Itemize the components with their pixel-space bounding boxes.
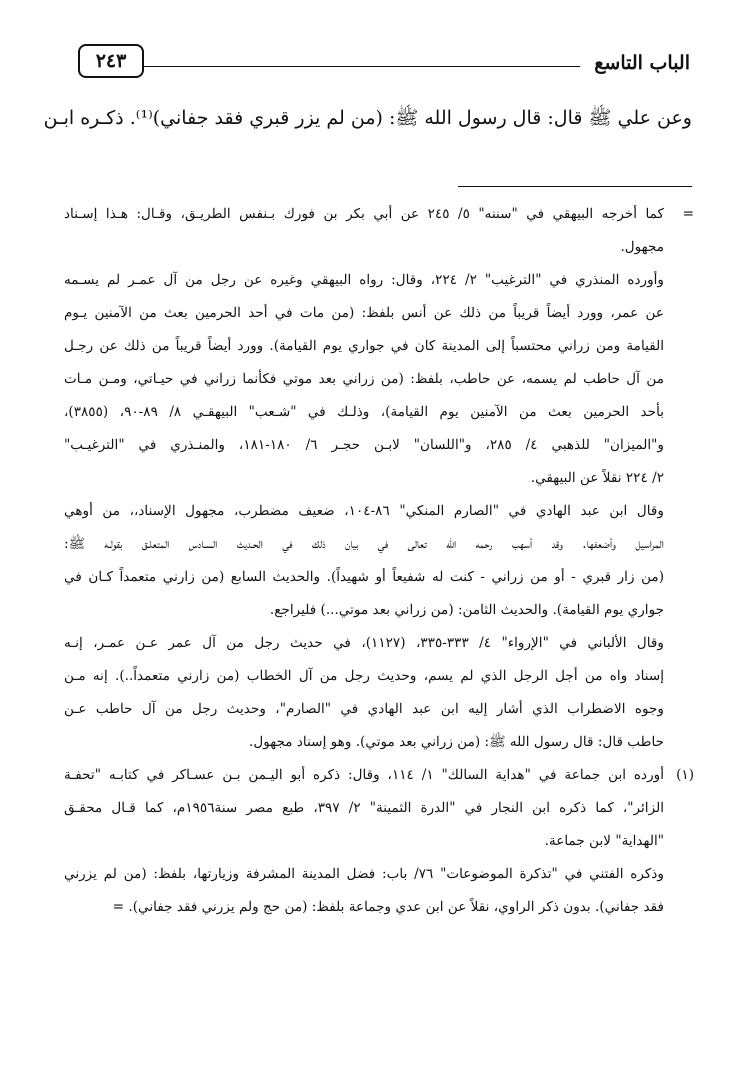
footnote-line: بأحد الحرمين بعث من الآمنين يوم القيامة)، وذلـك في "شـعب" البيهقـي ٨/ ٨٩-٩٠، (٣٨٥٥)، [64,404,665,420]
footnote-line: جواري يوم القيامة). والحديث الثامن: (من زراني بعد موتي...) فليراجع. [269,602,664,618]
footnote-line: أورده ابن جماعة في "هداية السالك" ١/ ١١٤، وقال: ذكره أبو اليـمن بـن عسـاكر في كتابـه "تحفـة [64,767,664,783]
main-text: وعن علي ﷺ قال: قال رسول الله ﷺ: (من لم يزر قبري فقد جفاني)⁽¹⁾. ذكـره ابـن [43,107,692,129]
footnote-line: الزائر"، كما ذكره ابن النجار في "الدرة الثمينة" ٢/ ٣٩٧، طبع مصر سنة١٩٥٦م، كما قـال محقـق [64,800,665,816]
footnote-line: مجهول. [620,239,664,255]
footnote-line: من آل حاطب لم يسمه، عن حاطب، بلفظ: (من زراني بعد موتي فكأنما زراني في حيـاتي، ومـن مـات [64,371,664,387]
page-number: ٢٤٣ [78,44,144,78]
footnote-line: إسناد واه من أجل الرجل الذي لم يسم، وحديث رجل من آل الخطاب (من زارني متعمداً..). إنه مـن [64,668,664,684]
footnote-separator [458,186,692,187]
footnote-line: وذكره الفتني في "تذكرة الموضوعات" ٧٦/ باب: فضل المدينة المشرفة وزيارتها، بلفظ: (من لم يزرني [64,866,664,882]
running-header [78,44,690,78]
footnote-line: وأورده المنذري في "الترغيب" ٢/ ٢٢٤، وقال: رواه البيهقي وغيره عن رجل من آل عمـر لم يسـمه [64,272,664,288]
footnote-line: القيامة ومن زراني محتسباً إلى المدينة كان في جواري يوم القيامة). وورد أيضاً قريباً من ذلك عن رجـل [64,338,664,354]
footnote-number: (١) [676,767,694,783]
footnote-line: وقال الألباني في "الإرواء" ٤/ ٣٣٣-٣٣٥، (١١٢٧)، في حديث رجل من آل عمر عـن عمـر، إنـه [64,635,664,651]
header-rule [144,66,580,67]
chapter-title: الباب التاسع [594,52,690,74]
continuation-marker: = [682,206,694,222]
footnote-line: ٢/ ٢٢٤ نقلاً عن البيهقي. [530,470,664,486]
footnotes [64,198,694,924]
footnote-line: وجوه الاضطراب الذي أشار إليه ابن عبد الهادي في "الصارم"، وحديث رجل من آل حاطب عـن [64,701,664,717]
footnote-line: وقال ابن عبد الهادي في "الصارم المنكي" ٨٦-١٠٤، ضعيف مضطرب، مجهول الإسناد،، من أوهي [64,503,664,519]
footnote-1 [64,759,694,924]
footnote-line: حاطب قال: قال رسول الله ﷺ: (من زراني بعد موتي). وهو إسناد مجهول. [249,734,664,750]
footnote-line: "الهداية" لابن جماعة. [544,833,664,849]
footnote-line: كما أخرجه البيهقي في "سننه" ٥/ ٢٤٥ عن أبي بكر بن فورك بـنفس الطريـق، وقـال: هـذا إسـناد [64,206,664,222]
footnote-line: (من زار قبري - أو من زراني - كنت له شفيعاً أو شهيداً). والحديث السابع (من زارني متعمداً كـان في [64,569,664,585]
footnote-line: فقد جفاني). بدون ذكر الراوي، نقلاً عن ابن عدي وجماعة بلفظ: (من حج ولم يزرني فقد جفاني). = [112,899,664,915]
footnote-line: المراسيل وأضعفها. وقد أسهب رحمه الله تعالى في بيان ذلك في الحـديث السـادس المتعلـق بقولـه ﷺ: [64,536,664,552]
footnote-continuation [64,198,694,759]
footnote-line: عن عمر، وورد أيضاً قريباً من ذلك عن أنس بلفظ: (من مات في أحد الحرمين بعث من الآمنين يـوم [64,305,664,321]
footnote-line: و"الميزان" للذهبي ٤/ ٢٨٥، و"اللسان" لابـن حجـر ٦/ ١٨٠-١٨١، والمنـذري في "الترغيـب" [64,437,664,453]
